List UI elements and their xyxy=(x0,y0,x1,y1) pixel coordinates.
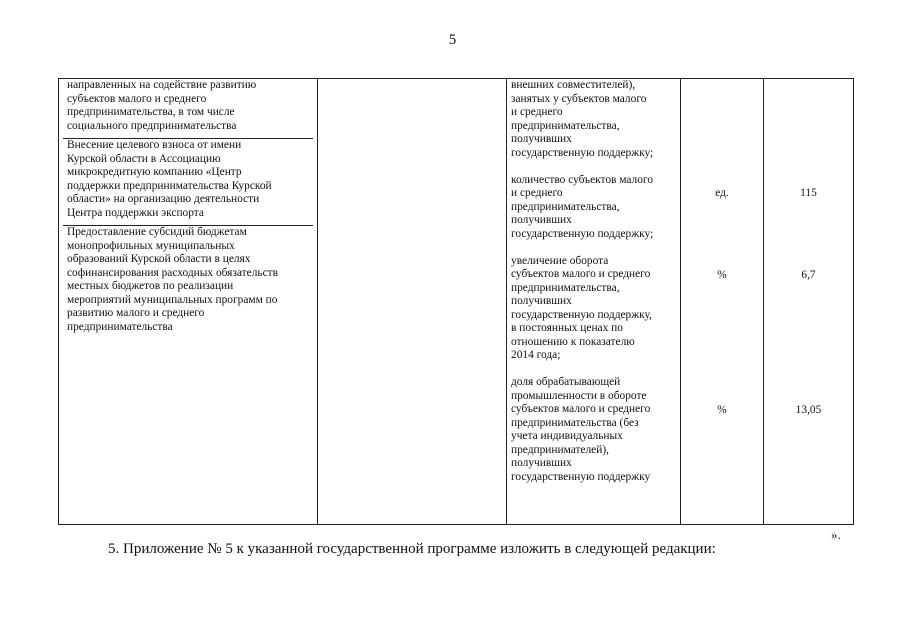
program-table xyxy=(58,78,854,525)
indicator-value: 6,7 xyxy=(801,268,816,281)
activity-text: Внесение целевого взноса от имени Курской области в Ассоциацию микрокредитную компанию «Центр поддержки предпринимательства Курской области» на организацию деятельности Центра поддержки экспорта xyxy=(67,139,272,219)
indicator-text: увеличение оборота субъектов малого и среднего предпринимательства, получивших государственную поддержку, в постоянных ценах по отношению к показателю 2014 года; xyxy=(511,254,652,361)
activity-cell xyxy=(63,139,313,226)
indicator-text: количество субъектов малого и среднего предпринимательства, получивших государственную поддержку; xyxy=(511,173,654,240)
activity-text: направленных на содействие развитию субъектов малого и среднего предпринимательства, в том числе социального предпринимательства xyxy=(67,79,257,132)
activity-cell xyxy=(63,226,313,334)
activity-column xyxy=(59,79,318,525)
table-row xyxy=(59,79,854,525)
unit-value: % xyxy=(717,404,727,416)
indicator-text: внешних совместителей), занятых у субъектов малого и среднего предпринимательства, получивших государственную поддержку; xyxy=(511,79,654,159)
page-number: 5 xyxy=(448,32,457,48)
empty-column-cell xyxy=(318,79,507,525)
unit-column xyxy=(681,79,764,525)
indicator-column xyxy=(507,79,681,525)
indicator-text: доля обрабатывающей промышленности в обороте субъектов малого и среднего предпринимательства (без учета индивидуальных предпринимателей), получивших государственную поддержку xyxy=(511,376,651,483)
closing-quote: ». xyxy=(831,527,841,542)
unit-value: ед. xyxy=(715,187,729,199)
activity-text: Предоставление субсидий бюджетам монопрофильных муниципальных образований Курской области в целях софинансирования расходных обязательств местных бюджетов по реализации мероприятий муниципальных программ по развитию малого и среднего предпринимательства xyxy=(67,226,278,333)
indicator-value: 13,05 xyxy=(795,404,822,416)
value-column xyxy=(764,79,854,525)
indicator-value: 115 xyxy=(800,187,817,199)
activity-cell xyxy=(63,79,313,139)
unit-value: % xyxy=(717,268,727,281)
amendment-paragraph: 5. Приложение № 5 к указанной государственной программе изложить в следующей редакции: xyxy=(108,541,716,557)
